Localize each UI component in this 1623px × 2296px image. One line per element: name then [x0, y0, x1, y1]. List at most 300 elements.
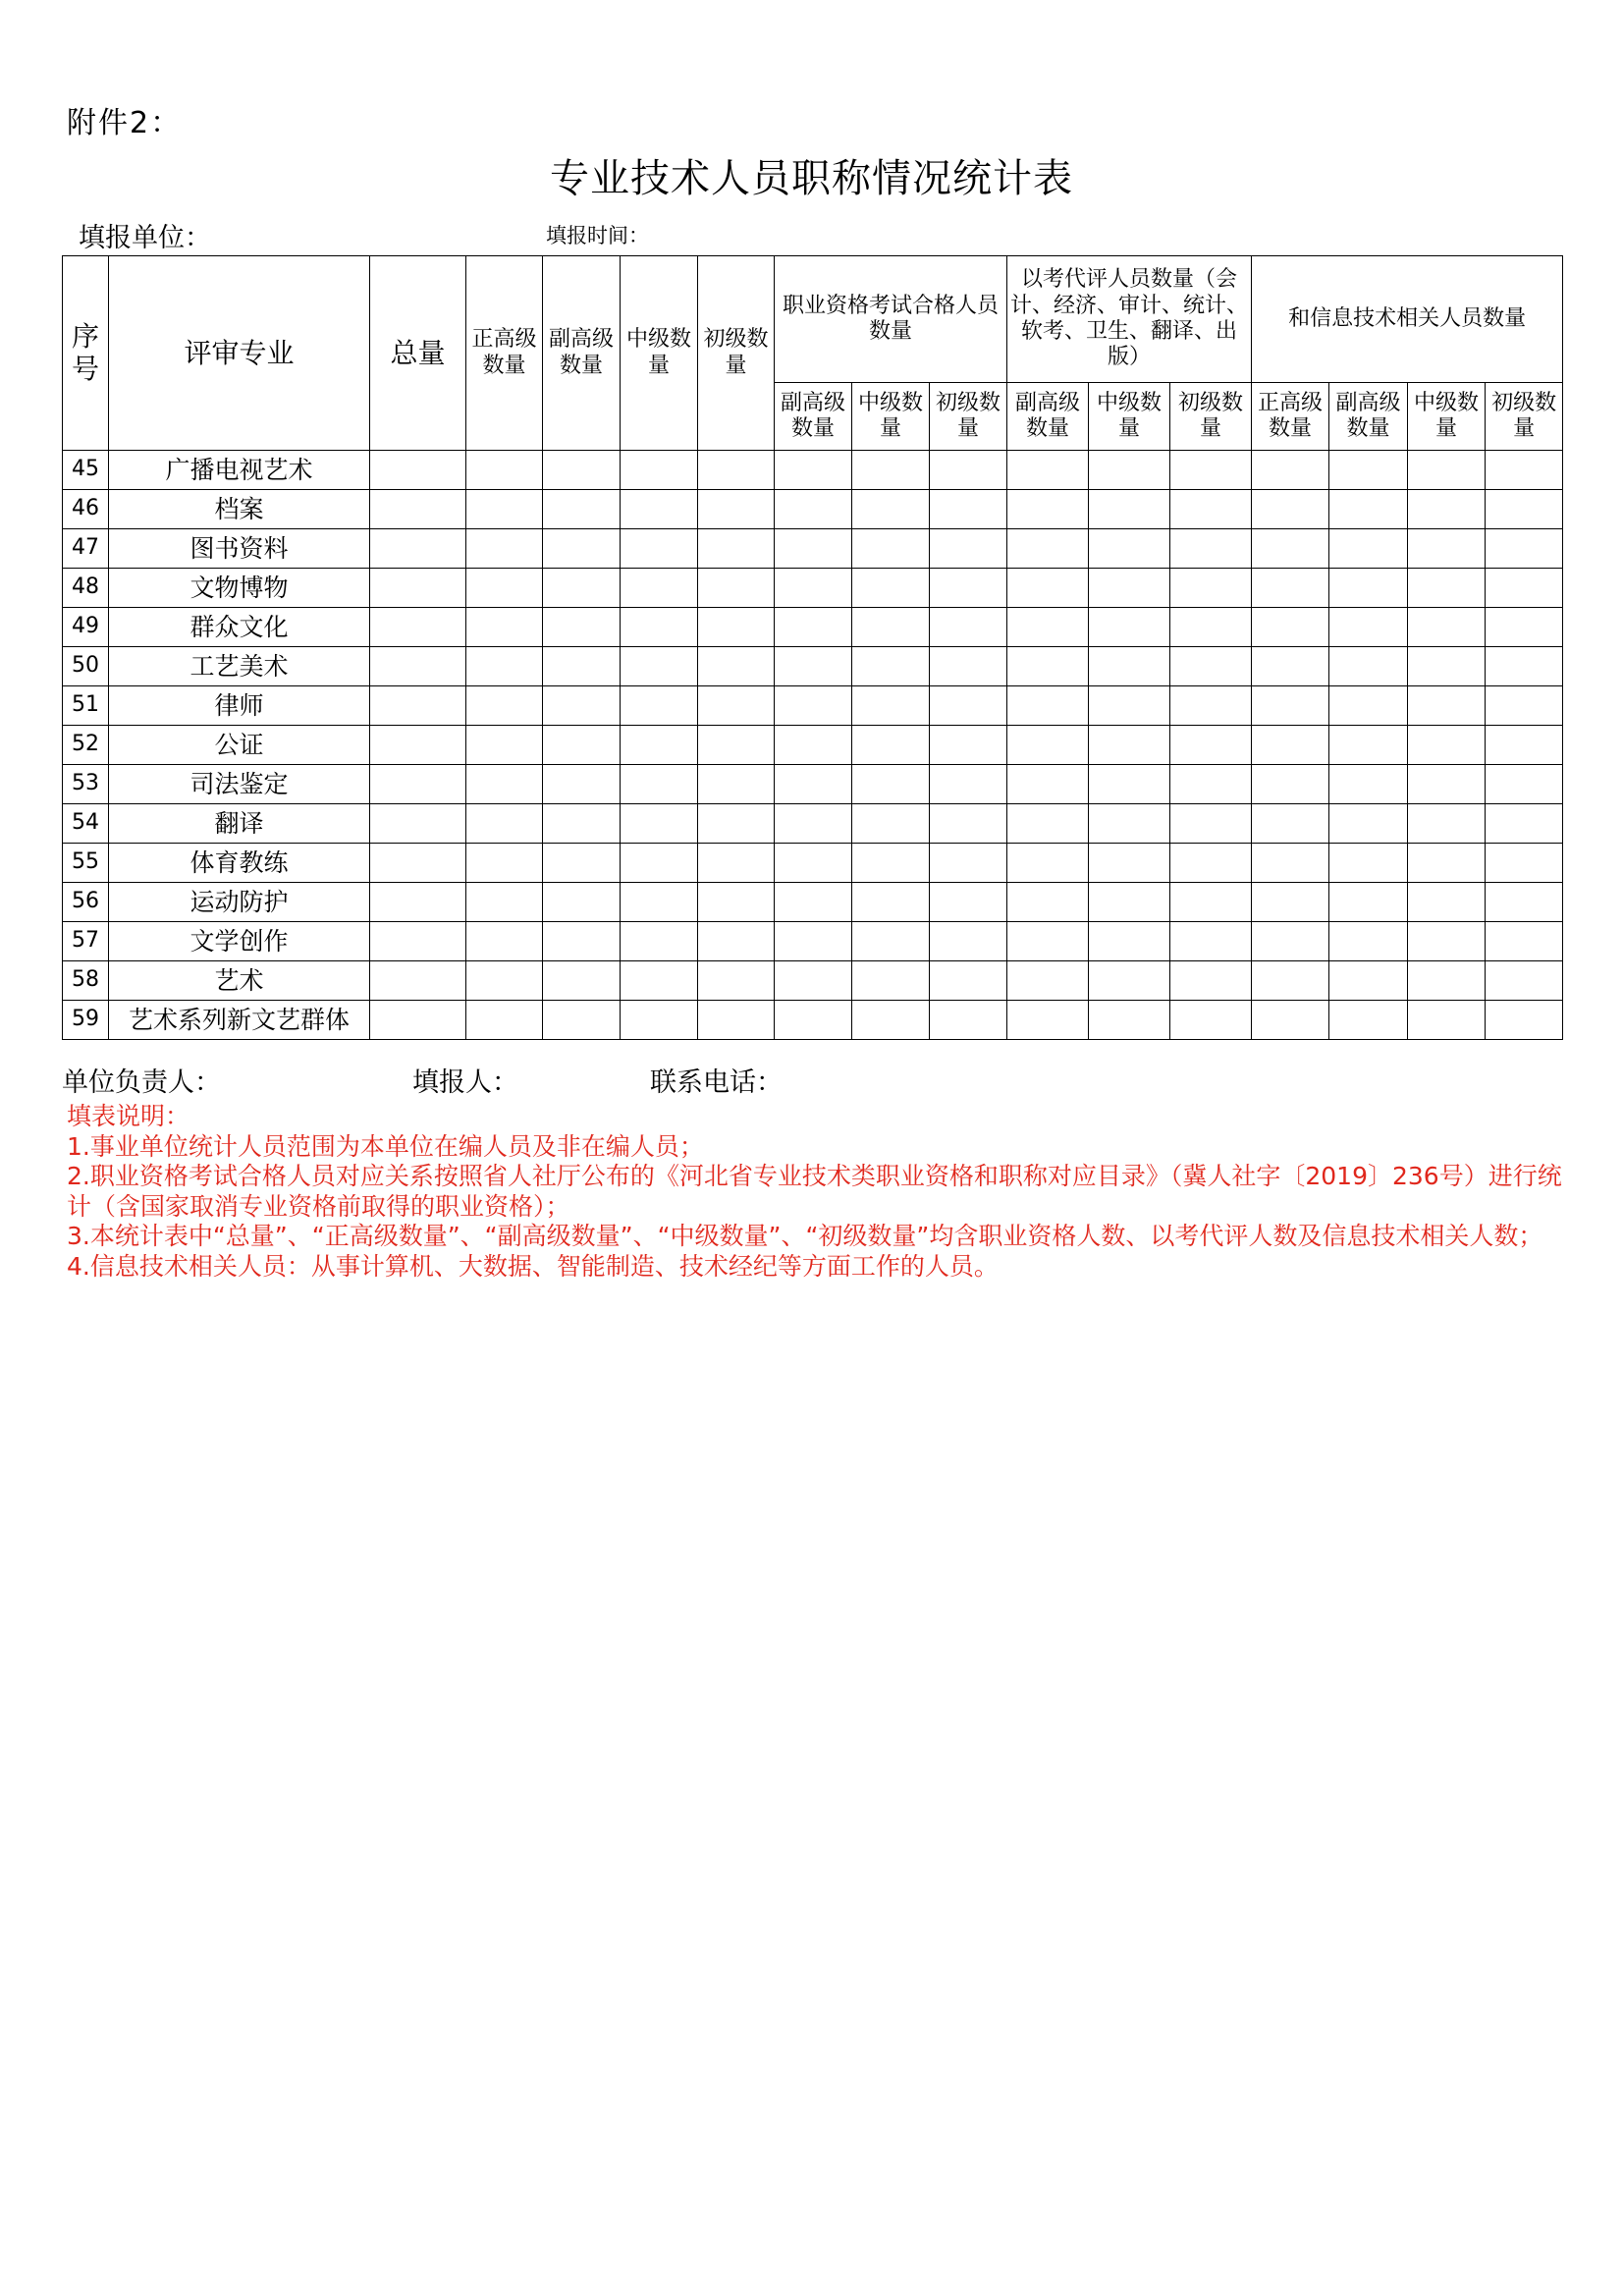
- header-zgj: 正高级数量: [466, 256, 543, 451]
- data-cell[interactable]: [466, 804, 543, 844]
- data-cell[interactable]: [930, 608, 1007, 647]
- data-cell[interactable]: [1486, 608, 1563, 647]
- data-cell[interactable]: [1329, 1001, 1408, 1040]
- table-row: [63, 804, 1563, 844]
- data-cell[interactable]: [543, 961, 621, 1001]
- table-row: [63, 726, 1563, 765]
- data-cell[interactable]: [1408, 726, 1486, 765]
- row-specialty: 文学创作: [109, 922, 370, 961]
- row-number: 52: [63, 726, 109, 765]
- data-cell[interactable]: [1486, 844, 1563, 883]
- data-cell[interactable]: [1486, 765, 1563, 804]
- header-total: 总量: [370, 256, 466, 451]
- data-cell[interactable]: [370, 1001, 466, 1040]
- data-cell[interactable]: [1089, 726, 1170, 765]
- data-cell[interactable]: [1252, 529, 1329, 569]
- data-cell[interactable]: [1486, 529, 1563, 569]
- data-cell[interactable]: [1007, 844, 1089, 883]
- data-cell[interactable]: [1007, 529, 1089, 569]
- data-cell[interactable]: [775, 726, 852, 765]
- data-cell[interactable]: [1329, 804, 1408, 844]
- row-number: 49: [63, 608, 109, 647]
- data-cell[interactable]: [1170, 922, 1252, 961]
- data-cell[interactable]: [1089, 647, 1170, 686]
- data-cell[interactable]: [1486, 726, 1563, 765]
- data-cell[interactable]: [698, 804, 775, 844]
- data-cell[interactable]: [370, 726, 466, 765]
- data-cell[interactable]: [1408, 608, 1486, 647]
- data-cell[interactable]: [370, 961, 466, 1001]
- row-specialty: 律师: [109, 686, 370, 726]
- data-cell[interactable]: [1486, 451, 1563, 490]
- data-cell[interactable]: [543, 726, 621, 765]
- data-cell[interactable]: [775, 608, 852, 647]
- data-cell[interactable]: [1089, 490, 1170, 529]
- data-cell[interactable]: [370, 922, 466, 961]
- data-cell[interactable]: [930, 765, 1007, 804]
- data-cell[interactable]: [930, 529, 1007, 569]
- data-cell[interactable]: [698, 844, 775, 883]
- data-cell[interactable]: [852, 490, 930, 529]
- data-cell[interactable]: [1007, 726, 1089, 765]
- data-cell[interactable]: [852, 647, 930, 686]
- table-row: [63, 569, 1563, 608]
- data-cell[interactable]: [466, 529, 543, 569]
- data-cell[interactable]: [1252, 961, 1329, 1001]
- row-number: 47: [63, 529, 109, 569]
- table-row: [63, 961, 1563, 1001]
- data-cell[interactable]: [1408, 490, 1486, 529]
- header-eval-cj: 初级数量: [1170, 383, 1252, 451]
- data-cell[interactable]: [1007, 883, 1089, 922]
- data-cell[interactable]: [775, 804, 852, 844]
- data-cell[interactable]: [1089, 1001, 1170, 1040]
- data-cell[interactable]: [466, 961, 543, 1001]
- data-cell[interactable]: [1329, 961, 1408, 1001]
- data-cell[interactable]: [1007, 569, 1089, 608]
- data-cell[interactable]: [1486, 804, 1563, 844]
- page-title: 专业技术人员职称情况统计表: [550, 156, 1073, 201]
- data-cell[interactable]: [930, 922, 1007, 961]
- data-cell[interactable]: [698, 529, 775, 569]
- data-cell[interactable]: [543, 883, 621, 922]
- data-cell[interactable]: [930, 961, 1007, 1001]
- data-cell[interactable]: [698, 765, 775, 804]
- row-number: 58: [63, 961, 109, 1001]
- data-cell[interactable]: [930, 883, 1007, 922]
- data-cell[interactable]: [1329, 647, 1408, 686]
- data-cell[interactable]: [466, 765, 543, 804]
- header-fgj: 副高级数量: [543, 256, 621, 451]
- header-exam-fgj: 副高级数量: [775, 383, 852, 451]
- data-cell[interactable]: [1486, 1001, 1563, 1040]
- data-cell[interactable]: [1089, 844, 1170, 883]
- data-cell[interactable]: [1170, 529, 1252, 569]
- data-cell[interactable]: [1329, 686, 1408, 726]
- data-cell[interactable]: [466, 1001, 543, 1040]
- data-cell[interactable]: [543, 922, 621, 961]
- data-cell[interactable]: [466, 883, 543, 922]
- data-cell[interactable]: [1486, 569, 1563, 608]
- data-cell[interactable]: [543, 1001, 621, 1040]
- data-cell[interactable]: [1408, 883, 1486, 922]
- data-cell[interactable]: [1329, 922, 1408, 961]
- data-cell[interactable]: [1329, 844, 1408, 883]
- data-cell[interactable]: [1170, 569, 1252, 608]
- data-cell[interactable]: [1252, 569, 1329, 608]
- data-cell[interactable]: [1089, 804, 1170, 844]
- row-number: 48: [63, 569, 109, 608]
- data-cell[interactable]: [1252, 804, 1329, 844]
- data-cell[interactable]: [370, 804, 466, 844]
- data-cell[interactable]: [698, 961, 775, 1001]
- header-eval-fgj: 副高级数量: [1007, 383, 1089, 451]
- instructions-heading: 填表说明：: [67, 1102, 190, 1130]
- header-group-it: 和信息技术相关人员数量: [1252, 256, 1563, 383]
- data-cell[interactable]: [466, 844, 543, 883]
- data-cell[interactable]: [852, 569, 930, 608]
- table-row: [63, 844, 1563, 883]
- data-cell[interactable]: [370, 451, 466, 490]
- data-cell[interactable]: [1089, 608, 1170, 647]
- row-specialty: 公证: [109, 726, 370, 765]
- data-cell[interactable]: [370, 883, 466, 922]
- row-number: 46: [63, 490, 109, 529]
- data-cell[interactable]: [466, 647, 543, 686]
- data-cell[interactable]: [698, 883, 775, 922]
- data-cell[interactable]: [1170, 686, 1252, 726]
- data-cell[interactable]: [852, 765, 930, 804]
- data-cell[interactable]: [775, 922, 852, 961]
- data-cell[interactable]: [930, 844, 1007, 883]
- row-number: 50: [63, 647, 109, 686]
- data-cell[interactable]: [698, 451, 775, 490]
- table-row: [63, 451, 1563, 490]
- data-cell[interactable]: [1170, 844, 1252, 883]
- data-cell[interactable]: [1329, 529, 1408, 569]
- data-cell[interactable]: [1486, 922, 1563, 961]
- attachment-label: 附件2：: [67, 106, 183, 140]
- row-number: 54: [63, 804, 109, 844]
- data-cell[interactable]: [1089, 922, 1170, 961]
- data-cell[interactable]: [543, 647, 621, 686]
- data-cell[interactable]: [621, 451, 698, 490]
- data-cell[interactable]: [852, 883, 930, 922]
- data-cell[interactable]: [852, 804, 930, 844]
- data-cell[interactable]: [1089, 529, 1170, 569]
- data-cell[interactable]: [1329, 608, 1408, 647]
- row-specialty: 档案: [109, 490, 370, 529]
- header-group-exam: 职业资格考试合格人员数量: [775, 256, 1007, 383]
- data-cell[interactable]: [698, 1001, 775, 1040]
- data-cell[interactable]: [543, 686, 621, 726]
- data-cell[interactable]: [852, 608, 930, 647]
- data-cell[interactable]: [370, 686, 466, 726]
- data-cell[interactable]: [698, 608, 775, 647]
- data-cell[interactable]: [1408, 647, 1486, 686]
- data-cell[interactable]: [621, 883, 698, 922]
- data-cell[interactable]: [775, 883, 852, 922]
- row-specialty: 翻译: [109, 804, 370, 844]
- data-cell[interactable]: [1170, 961, 1252, 1001]
- data-cell[interactable]: [621, 922, 698, 961]
- data-cell[interactable]: [775, 844, 852, 883]
- data-cell[interactable]: [621, 804, 698, 844]
- fill-unit-label: 填报单位：: [79, 223, 211, 253]
- data-cell[interactable]: [1170, 765, 1252, 804]
- data-cell[interactable]: [698, 647, 775, 686]
- data-cell[interactable]: [370, 844, 466, 883]
- fill-time-label: 填报时间：: [546, 224, 649, 247]
- instruction-item: 4.信息技术相关人员：从事计算机、大数据、智能制造、技术经纪等方面工作的人员。: [67, 1251, 999, 1281]
- data-cell[interactable]: [775, 490, 852, 529]
- data-cell[interactable]: [930, 726, 1007, 765]
- header-it-zgj: 正高级数量: [1252, 383, 1329, 451]
- data-cell[interactable]: [1252, 1001, 1329, 1040]
- data-cell[interactable]: [1486, 490, 1563, 529]
- data-cell[interactable]: [1329, 490, 1408, 529]
- data-cell[interactable]: [930, 686, 1007, 726]
- data-cell[interactable]: [1089, 686, 1170, 726]
- data-cell[interactable]: [1089, 569, 1170, 608]
- row-specialty: 文物博物: [109, 569, 370, 608]
- data-cell[interactable]: [621, 490, 698, 529]
- data-cell[interactable]: [698, 569, 775, 608]
- data-cell[interactable]: [1408, 844, 1486, 883]
- row-number: 45: [63, 451, 109, 490]
- table-row: [63, 529, 1563, 569]
- data-cell[interactable]: [1252, 490, 1329, 529]
- data-cell[interactable]: [1329, 569, 1408, 608]
- data-cell[interactable]: [1170, 490, 1252, 529]
- instruction-item: 3.本统计表中“总量”、“正高级数量”、“副高级数量”、“中级数量”、“初级数量”均含职业资格人数、以考代评人数及信息技术相关人数；: [67, 1222, 1543, 1250]
- data-cell[interactable]: [1252, 686, 1329, 726]
- instructions: [67, 1102, 1569, 1282]
- data-cell[interactable]: [370, 569, 466, 608]
- data-cell[interactable]: [1170, 1001, 1252, 1040]
- statistics-table: [62, 255, 1563, 1040]
- header-eval-zj: 中级数量: [1089, 383, 1170, 451]
- data-cell[interactable]: [1007, 686, 1089, 726]
- data-cell[interactable]: [775, 569, 852, 608]
- header-group-eval: 以考代评人员数量（会计、经济、审计、统计、软考、卫生、翻译、出版）: [1007, 256, 1252, 383]
- data-cell[interactable]: [1408, 1001, 1486, 1040]
- data-cell[interactable]: [775, 961, 852, 1001]
- data-cell[interactable]: [621, 726, 698, 765]
- data-cell[interactable]: [1089, 883, 1170, 922]
- data-cell[interactable]: [930, 1001, 1007, 1040]
- row-specialty: 群众文化: [109, 608, 370, 647]
- data-cell[interactable]: [698, 726, 775, 765]
- data-cell[interactable]: [1007, 961, 1089, 1001]
- data-cell[interactable]: [852, 1001, 930, 1040]
- table-row: [63, 608, 1563, 647]
- data-cell[interactable]: [852, 844, 930, 883]
- header-specialty: 评审专业: [109, 256, 370, 451]
- header-zj: 中级数量: [621, 256, 698, 451]
- data-cell[interactable]: [621, 529, 698, 569]
- row-number: 55: [63, 844, 109, 883]
- data-cell[interactable]: [852, 686, 930, 726]
- data-cell[interactable]: [1007, 804, 1089, 844]
- data-cell[interactable]: [370, 765, 466, 804]
- data-cell[interactable]: [1329, 765, 1408, 804]
- data-cell[interactable]: [1329, 451, 1408, 490]
- data-cell[interactable]: [1170, 608, 1252, 647]
- data-cell[interactable]: [775, 1001, 852, 1040]
- data-cell[interactable]: [1329, 726, 1408, 765]
- header-cj: 初级数量: [698, 256, 775, 451]
- row-specialty: 司法鉴定: [109, 765, 370, 804]
- header-it-cj: 初级数量: [1486, 383, 1563, 451]
- data-cell[interactable]: [370, 490, 466, 529]
- data-cell[interactable]: [852, 529, 930, 569]
- data-cell[interactable]: [1486, 961, 1563, 1001]
- data-cell[interactable]: [466, 922, 543, 961]
- data-cell[interactable]: [852, 922, 930, 961]
- data-cell[interactable]: [775, 529, 852, 569]
- table-row: [63, 883, 1563, 922]
- data-cell[interactable]: [1089, 765, 1170, 804]
- data-cell[interactable]: [621, 1001, 698, 1040]
- data-cell[interactable]: [1408, 569, 1486, 608]
- table-row: [63, 922, 1563, 961]
- row-specialty: 广播电视艺术: [109, 451, 370, 490]
- row-number: 56: [63, 883, 109, 922]
- table-row: [63, 1001, 1563, 1040]
- data-cell[interactable]: [466, 490, 543, 529]
- data-cell[interactable]: [852, 451, 930, 490]
- leader-label: 单位负责人：: [62, 1067, 221, 1098]
- data-cell[interactable]: [370, 647, 466, 686]
- data-cell[interactable]: [1007, 608, 1089, 647]
- data-cell[interactable]: [1170, 647, 1252, 686]
- data-cell[interactable]: [543, 765, 621, 804]
- data-cell[interactable]: [621, 765, 698, 804]
- table-row: [63, 686, 1563, 726]
- table-row: [63, 647, 1563, 686]
- data-cell[interactable]: [466, 451, 543, 490]
- data-cell[interactable]: [543, 804, 621, 844]
- data-cell[interactable]: [543, 490, 621, 529]
- data-cell[interactable]: [1007, 647, 1089, 686]
- header-it-zj: 中级数量: [1408, 383, 1486, 451]
- data-cell[interactable]: [1007, 765, 1089, 804]
- row-specialty: 艺术: [109, 961, 370, 1001]
- data-cell[interactable]: [1408, 922, 1486, 961]
- data-cell[interactable]: [930, 804, 1007, 844]
- data-cell[interactable]: [466, 608, 543, 647]
- data-cell[interactable]: [1408, 451, 1486, 490]
- filler-label: 填报人：: [412, 1067, 518, 1098]
- data-cell[interactable]: [930, 647, 1007, 686]
- data-cell[interactable]: [852, 961, 930, 1001]
- data-cell[interactable]: [1329, 883, 1408, 922]
- data-cell[interactable]: [1252, 844, 1329, 883]
- data-cell[interactable]: [543, 529, 621, 569]
- table-row: [63, 765, 1563, 804]
- header-exam-zj: 中级数量: [852, 383, 930, 451]
- header-seq: 序号: [63, 256, 109, 451]
- data-cell[interactable]: [1486, 647, 1563, 686]
- data-cell[interactable]: [621, 961, 698, 1001]
- data-cell[interactable]: [1170, 804, 1252, 844]
- data-cell[interactable]: [1170, 451, 1252, 490]
- row-specialty: 图书资料: [109, 529, 370, 569]
- data-cell[interactable]: [930, 490, 1007, 529]
- data-cell[interactable]: [1252, 922, 1329, 961]
- instruction-item: 1.事业单位统计人员范围为本单位在编人员及非在编人员；: [67, 1131, 704, 1161]
- data-cell[interactable]: [621, 686, 698, 726]
- data-cell[interactable]: [1408, 529, 1486, 569]
- data-cell[interactable]: [466, 726, 543, 765]
- data-cell[interactable]: [370, 529, 466, 569]
- data-cell[interactable]: [1252, 726, 1329, 765]
- row-number: 51: [63, 686, 109, 726]
- data-cell[interactable]: [930, 569, 1007, 608]
- data-cell[interactable]: [698, 686, 775, 726]
- data-cell[interactable]: [1408, 804, 1486, 844]
- row-number: 57: [63, 922, 109, 961]
- data-cell[interactable]: [930, 451, 1007, 490]
- data-cell[interactable]: [1252, 451, 1329, 490]
- data-cell[interactable]: [621, 569, 698, 608]
- data-cell[interactable]: [1089, 451, 1170, 490]
- data-cell[interactable]: [1408, 961, 1486, 1001]
- data-cell[interactable]: [1007, 490, 1089, 529]
- data-cell[interactable]: [1408, 686, 1486, 726]
- data-cell[interactable]: [1170, 726, 1252, 765]
- data-cell[interactable]: [1007, 922, 1089, 961]
- row-specialty: 艺术系列新文艺群体: [109, 1001, 370, 1040]
- data-cell[interactable]: [1252, 765, 1329, 804]
- data-cell[interactable]: [543, 844, 621, 883]
- row-specialty: 工艺美术: [109, 647, 370, 686]
- data-cell[interactable]: [1252, 608, 1329, 647]
- data-cell[interactable]: [1089, 961, 1170, 1001]
- data-cell[interactable]: [698, 490, 775, 529]
- row-number: 59: [63, 1001, 109, 1040]
- header-it-fgj: 副高级数量: [1329, 383, 1408, 451]
- data-cell[interactable]: [1408, 765, 1486, 804]
- data-cell[interactable]: [1486, 686, 1563, 726]
- data-cell[interactable]: [1007, 1001, 1089, 1040]
- data-cell[interactable]: [1486, 883, 1563, 922]
- row-number: 53: [63, 765, 109, 804]
- data-cell[interactable]: [543, 569, 621, 608]
- data-cell[interactable]: [543, 451, 621, 490]
- data-cell[interactable]: [775, 451, 852, 490]
- data-cell[interactable]: [370, 608, 466, 647]
- data-cell[interactable]: [775, 647, 852, 686]
- data-cell[interactable]: [775, 765, 852, 804]
- row-specialty: 体育教练: [109, 844, 370, 883]
- data-cell[interactable]: [775, 686, 852, 726]
- data-cell[interactable]: [621, 647, 698, 686]
- data-cell[interactable]: [1252, 647, 1329, 686]
- data-cell[interactable]: [1170, 883, 1252, 922]
- data-cell[interactable]: [852, 726, 930, 765]
- data-cell[interactable]: [466, 569, 543, 608]
- data-cell[interactable]: [1007, 451, 1089, 490]
- data-cell[interactable]: [621, 608, 698, 647]
- data-cell[interactable]: [466, 686, 543, 726]
- data-cell[interactable]: [543, 608, 621, 647]
- data-cell[interactable]: [621, 844, 698, 883]
- data-cell[interactable]: [698, 922, 775, 961]
- data-cell[interactable]: [1252, 883, 1329, 922]
- header-exam-cj: 初级数量: [930, 383, 1007, 451]
